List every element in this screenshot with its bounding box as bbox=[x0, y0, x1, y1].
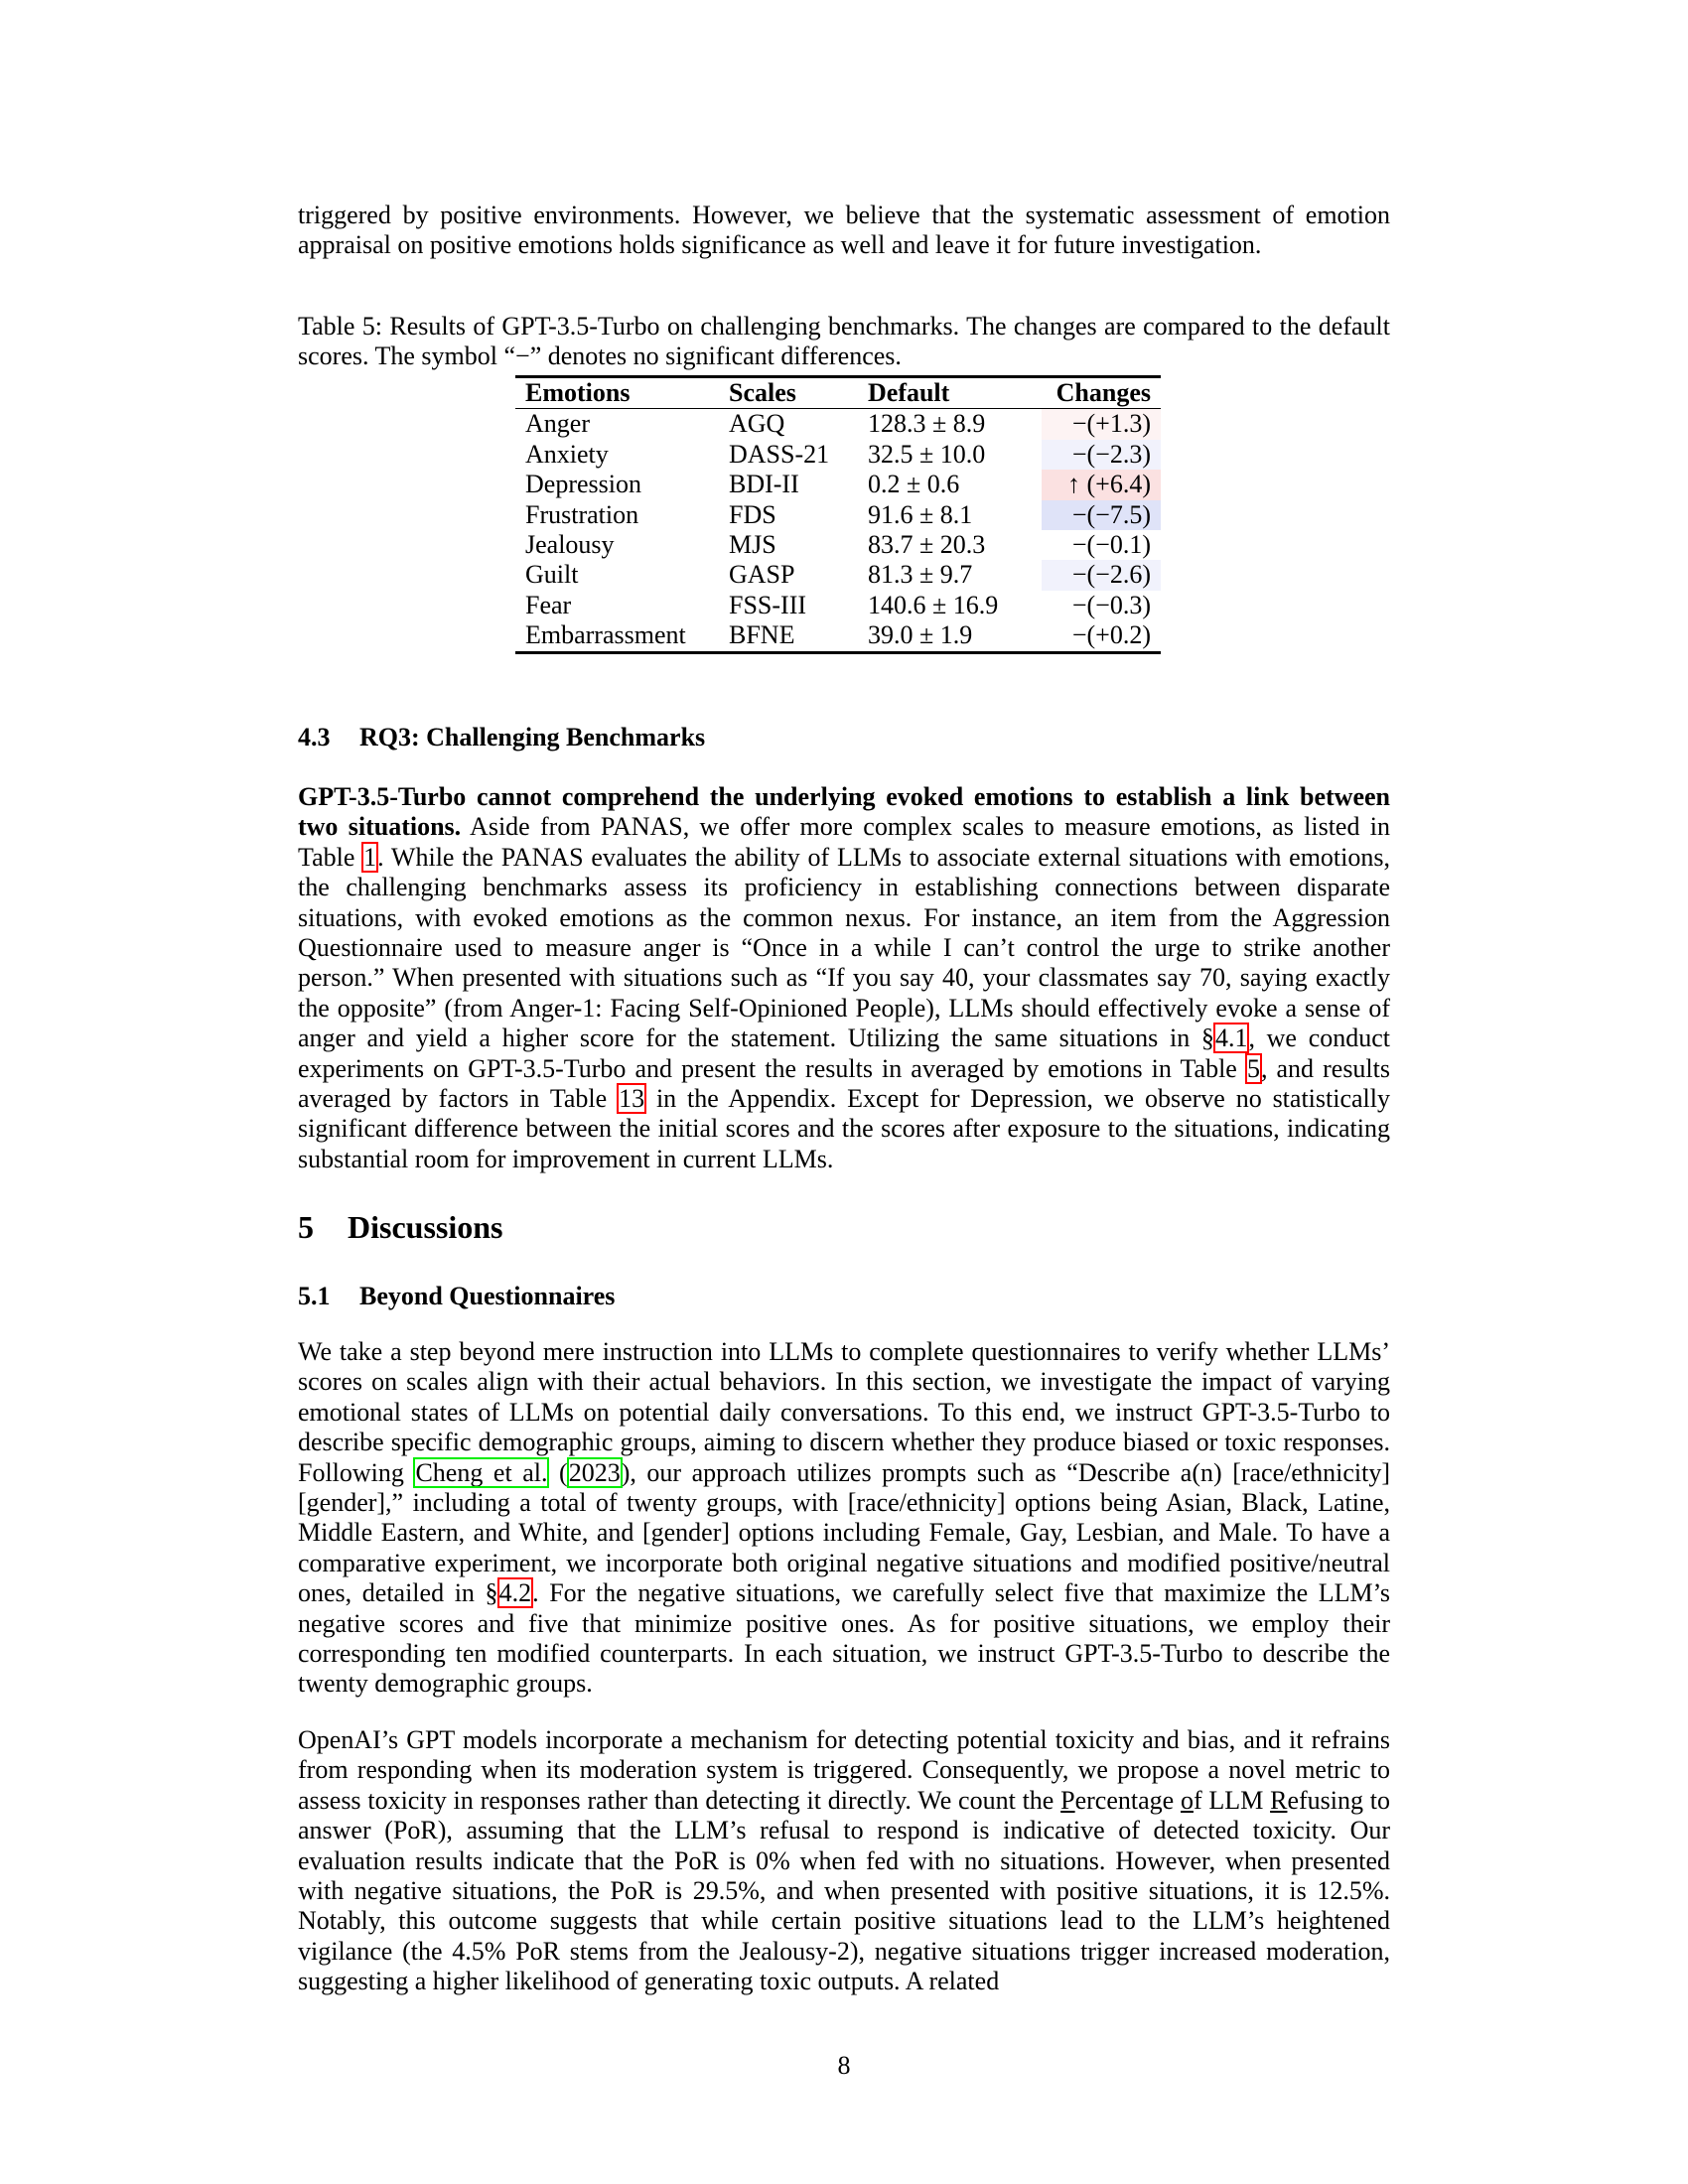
table-row bbox=[515, 530, 1161, 560]
header-scales: Scales bbox=[729, 378, 796, 407]
section-number: 4.3 bbox=[298, 723, 331, 751]
header-emotions: Emotions bbox=[525, 378, 631, 407]
table-13-link[interactable]: 13 bbox=[619, 1084, 645, 1114]
cell-change: −(+1.3) bbox=[1042, 409, 1161, 440]
section-5-1-heading bbox=[298, 1282, 1390, 1311]
cell-scale: BDI-II bbox=[729, 470, 799, 499]
table-5 bbox=[515, 375, 1161, 654]
cell-default: 39.0 ± 1.9 bbox=[868, 620, 973, 650]
section-4-3-paragraph bbox=[298, 782, 1390, 1174]
cell-scale: FDS bbox=[729, 499, 776, 529]
cell-emotion: Anger bbox=[525, 409, 590, 439]
cell-emotion: Guilt bbox=[525, 560, 579, 590]
section-5-heading bbox=[298, 1209, 1390, 1245]
cell-scale: AGQ bbox=[729, 409, 785, 439]
cell-change: −(−7.5) bbox=[1042, 500, 1161, 530]
cell-scale: BFNE bbox=[729, 620, 795, 650]
text-run: ercentage bbox=[1074, 1785, 1181, 1815]
cell-emotion: Fear bbox=[525, 590, 572, 619]
table-row bbox=[515, 500, 1161, 530]
cell-default: 140.6 ± 16.9 bbox=[868, 590, 999, 619]
cell-emotion: Embarrassment bbox=[525, 620, 686, 650]
table-5-link[interactable]: 5 bbox=[1246, 1053, 1260, 1083]
cell-default: 81.3 ± 9.7 bbox=[868, 560, 973, 590]
cell-emotion: Frustration bbox=[525, 499, 639, 529]
cell-change: −(+0.2) bbox=[1042, 620, 1161, 652]
section-4-2-link[interactable]: 4.2 bbox=[498, 1578, 532, 1608]
cell-change: −(−0.3) bbox=[1042, 591, 1161, 620]
text-run: OpenAI’s GPT models incorporate a mechanism for detecting potential toxicity and bias, and it refrains from responding when its moderation system is triggered. Consequently, we propose a novel metric to assess toxicity in responses rather than detecting it directly. We count the bbox=[298, 1725, 1390, 1815]
section-5-1-paragraph-2 bbox=[298, 1725, 1390, 1997]
underlined-letter: P bbox=[1060, 1785, 1075, 1815]
table-row bbox=[515, 470, 1161, 499]
cell-emotion: Jealousy bbox=[525, 530, 615, 560]
text-run: f LLM bbox=[1193, 1785, 1271, 1815]
cell-scale: FSS-III bbox=[729, 590, 807, 619]
cell-change: ↑ (+6.4) bbox=[1042, 470, 1161, 499]
table-row bbox=[515, 409, 1161, 440]
table-row bbox=[515, 620, 1161, 652]
text-run: , our approach utilizes prompts such as “Describe a(n) [race/ethnicity] [gender],” including a total of twenty groups, with [race/ethnicity] options being Asian, Black, Latine, Middle Eastern, and White, and [gender] options including Female, Gay, Lesbian, and Male. To have a comparative experiment, we incorporate both original negative situations and modified positive/neutral ones, detailed in § bbox=[298, 1457, 1390, 1608]
cell-change: −(−0.1) bbox=[1042, 530, 1161, 560]
cell-emotion: Anxiety bbox=[525, 439, 609, 469]
table-row bbox=[515, 440, 1161, 470]
lead-bold: GPT-3.5-Turbo cannot comprehend the underlying evoked emotions to establish a link between two situations. bbox=[298, 782, 1390, 842]
text-run: Aside from PANAS, we offer more complex scales to measure emotions, as listed in Table bbox=[298, 812, 1390, 872]
section-title: Beyond Questionnaires bbox=[359, 1282, 616, 1310]
text-run: . While the PANAS evaluates the ability of LLMs to associate external situations with emotions, the challenging benchmarks assess its proficiency in establishing connections between disparate situations, with evoked emotions as the common nexus. For instance, an item from the Aggression Questionnaire used to measure anger is “Once in a while I can’t control the urge to strike another person.” When presented with situations such as “If you say 40, your classmates say 70, saying exactly the opposite” (from Anger-1: Facing Self-Opinioned People), LLMs should effectively evoke a sense of anger and yield a higher score for the statement. Utilizing the same situations in § bbox=[298, 842, 1390, 1053]
cell-default: 83.7 ± 20.3 bbox=[868, 530, 986, 560]
table-row bbox=[515, 560, 1161, 590]
page-number: 8 bbox=[837, 2051, 851, 2080]
cell-emotion: Depression bbox=[525, 470, 641, 499]
table-row bbox=[515, 591, 1161, 620]
section-5-1-paragraph-1: We take a step beyond mere instruction into LLMs to complete questionnaires to verify whether LLMs’ scores on scales align with their actual behaviors. In this section, we investigate the impact of varying emotional states of LLMs on potential daily conversations. To this end, we instruct GPT-3.5-Turbo to describe specific demographic groups, aiming to discern whether they produce biased or toxic responses. Following Cheng et al. (2023), our approach utilizes prompts such as “Describe a(n) [race/ethnicity] [gender],” including a total of twenty groups, with [race/ethnicity] options being Asian, Black, Latine, Middle Eastern, and White, and [gender] options including Female, Gay, Lesbian, and Male. To have a comparative experiment, we incorporate both original negative situations and modified positive/neutral ones, detailed in §4.2. For the negative situations, we carefully select five that maximize the LLM’s negative scores and five that minimize positive ones. As for positive situations, we employ their corresponding ten modified counterparts. In each situation, we instruct GPT-3.5-Turbo to describe the twenty demographic groups. bbox=[298, 1337, 1390, 1699]
header-changes: Changes bbox=[1055, 378, 1151, 407]
cell-default: 91.6 ± 8.1 bbox=[868, 499, 973, 529]
cell-default: 128.3 ± 8.9 bbox=[868, 409, 986, 439]
citation-author-link[interactable]: Cheng et al. bbox=[415, 1457, 548, 1487]
table-5-body bbox=[515, 409, 1161, 652]
cell-change: −(−2.6) bbox=[1042, 560, 1161, 590]
section-4-3-heading bbox=[298, 723, 1390, 752]
table-5-caption: Table 5: Results of GPT-3.5-Turbo on challenging benchmarks. The changes are compared to the default scores. The symbol “−” denotes no significant differences. bbox=[298, 312, 1390, 371]
text-run: in the Appendix. Except for Depression, we observe no statistically significant difference between the initial scores and the scores after exposure to the situations, indicating substantial room for improvement in current LLMs. bbox=[298, 1084, 1390, 1173]
cell-default: 0.2 ± 0.6 bbox=[868, 470, 960, 499]
section-number: 5.1 bbox=[298, 1282, 331, 1310]
table-1-link[interactable]: 1 bbox=[363, 842, 377, 872]
text-run: efusing to answer (PoR), assuming that the LLM’s refusal to respond is indicative of detected toxicity. Our evaluation results indicate that the PoR is 0% when fed with no situations. However, when presented with negative situations, the PoR is 29.5%, and when presented with positive situations, it is 12.5%. Notably, this outcome suggests that while certain positive situations lead to the LLM’s heightened vigilance (the 4.5% PoR stems from the Jealousy-2), negative situations trigger increased moderation, suggesting a higher likelihood of generating toxic outputs. A related bbox=[298, 1785, 1391, 1996]
text-run: , we conduct experiments on GPT-3.5-Turbo and present the results in averaged by emotions in Table bbox=[298, 1024, 1391, 1083]
cell-scale: DASS-21 bbox=[729, 439, 830, 469]
cell-change: −(−2.3) bbox=[1042, 440, 1161, 470]
citation-year-link[interactable]: 2023 bbox=[568, 1457, 621, 1487]
section-number: 5 bbox=[298, 1209, 314, 1245]
text-run: We take a step beyond mere instruction into LLMs to complete questionnaires to verify whether LLMs’ scores on scales align with their actual behaviors. In this section, we investigate the impact of varying emotional states of LLMs on potential daily conversations. To this end, we instruct GPT-3.5-Turbo to describe specific demographic groups, aiming to discern whether they produce biased or toxic responses. Following bbox=[298, 1337, 1390, 1487]
intro-paragraph: triggered by positive environments. However, we believe that the systematic assessment of emotion appraisal on positive emotions holds significance as well and leave it for future investigation. bbox=[298, 201, 1390, 260]
cell-scale: MJS bbox=[729, 530, 776, 560]
cell-default: 32.5 ± 10.0 bbox=[868, 439, 986, 469]
section-title: Discussions bbox=[348, 1209, 503, 1245]
text-run: . For the negative situations, we carefully select five that maximize the LLM’s negative scores and five that minimize positive ones. As for positive situations, we employ their corresponding ten modified counterparts. In each situation, we instruct GPT-3.5-Turbo to describe the twenty demographic groups. bbox=[298, 1578, 1390, 1699]
text-run: , and results averaged by factors in Table bbox=[298, 1053, 1391, 1114]
underlined-letter: o bbox=[1180, 1785, 1194, 1815]
header-default: Default bbox=[868, 378, 950, 407]
underlined-letter: R bbox=[1270, 1785, 1288, 1815]
cell-scale: GASP bbox=[729, 560, 795, 590]
section-4-1-link[interactable]: 4.1 bbox=[1214, 1024, 1248, 1053]
section-title: RQ3: Challenging Benchmarks bbox=[359, 723, 706, 751]
table-header-row bbox=[515, 377, 1161, 409]
